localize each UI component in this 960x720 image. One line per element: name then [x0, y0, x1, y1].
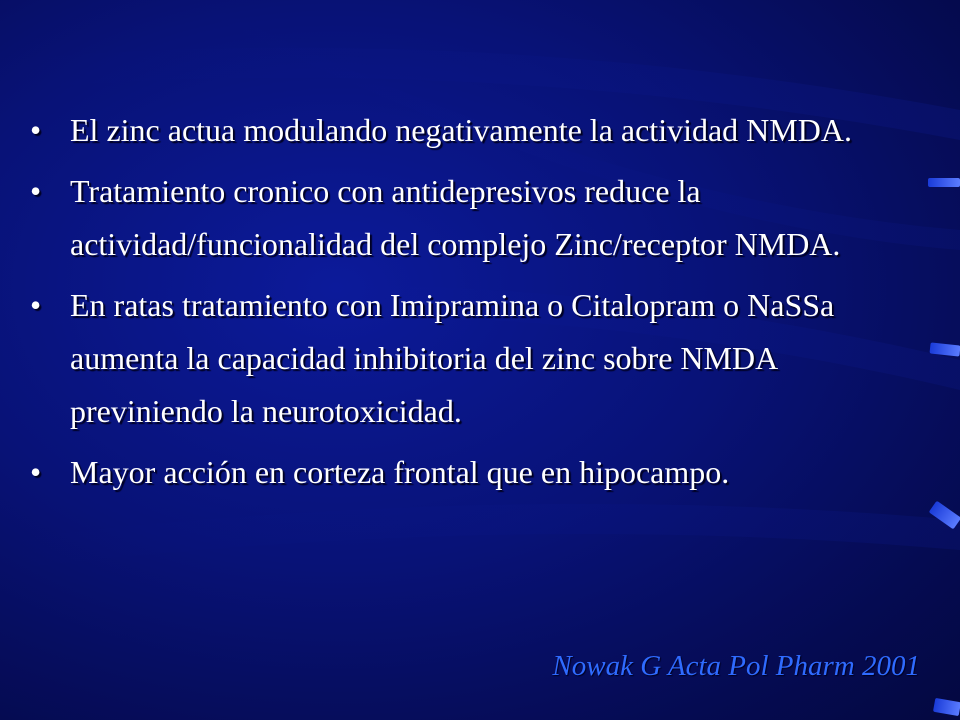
edge-mark	[933, 698, 960, 716]
bullet-item	[30, 446, 930, 499]
bullet-dot-icon: •	[30, 454, 42, 490]
bullet-dot-icon: •	[30, 112, 42, 148]
bullet-item	[30, 279, 930, 438]
bullet-text: En ratas tratamiento con Imipramina o Citalopram o NaSSa aumenta la capacidad inhibitoria del zinc sobre NMDA previniendo la neurotoxicidad.	[70, 287, 835, 429]
citation: Nowak G Acta Pol Pharm 2001	[552, 650, 920, 682]
bullet-list	[30, 104, 930, 499]
bullet-text: El zinc actua modulando negativamente la actividad NMDA.	[70, 112, 852, 148]
bullet-item	[30, 165, 930, 271]
edge-mark	[929, 501, 960, 530]
bullet-text: Mayor acción en corteza frontal que en hipocampo.	[70, 454, 730, 490]
edge-mark	[930, 342, 960, 356]
bullet-dot-icon: •	[30, 173, 42, 209]
bullet-text: Tratamiento cronico con antidepresivos reduce la actividad/funcionalidad del complejo Zinc/receptor NMDA.	[70, 173, 841, 262]
bg-stripe	[0, 504, 960, 570]
bullet-item	[30, 104, 930, 157]
edge-mark	[928, 178, 960, 187]
bullet-dot-icon: •	[30, 287, 42, 323]
